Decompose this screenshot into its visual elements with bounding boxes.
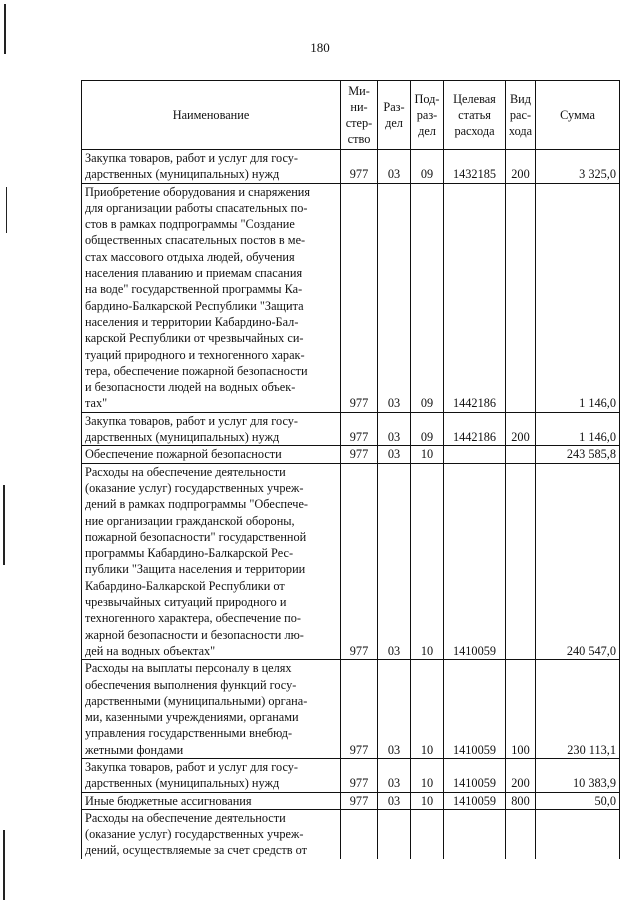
row-type: 100: [506, 660, 536, 759]
row-sum: 243 585,8: [536, 446, 620, 463]
row-target: 1410059: [444, 660, 506, 759]
table-header-row: [82, 81, 620, 150]
row-section: 03: [378, 150, 411, 184]
row-section: 03: [378, 758, 411, 792]
table-row: [82, 809, 620, 858]
row-subsection: 09: [411, 183, 444, 412]
row-sum: [536, 809, 620, 858]
row-subsection: 09: [411, 150, 444, 184]
row-section: 03: [378, 183, 411, 412]
row-subsection: 10: [411, 660, 444, 759]
row-name: Расходы на выплаты персоналу в целях обеспечения выполнения функций госу- дарственными (муниципальными) органа- ми, казенными учреждениями, органами управления государственными внебюд- жетными фондами: [82, 660, 341, 759]
row-name: Иные бюджетные ассигнования: [82, 792, 341, 809]
row-name: Расходы на обеспечение деятельности (оказание услуг) государственных учреж- дений в рамках подпрограммы "Обеспече- ние организации гражданской обороны, пожарной безопасности" государственной программы Кабардино-Балкарской Рес- публики "Защита населения и территории Кабардино-Балкарской Республики от чрезвычайных ситуаций природного и техногенного характера, обеспечение по- жарной безопасности и безопасности лю- дей на водных объектах": [82, 463, 341, 660]
row-ministry: 977: [341, 758, 378, 792]
row-ministry: 977: [341, 463, 378, 660]
row-name: Обеспечение пожарной безопасности: [82, 446, 341, 463]
row-target: [444, 809, 506, 858]
table-row: [82, 758, 620, 792]
table-row: [82, 463, 620, 660]
table-row: [82, 660, 620, 759]
row-target: [444, 446, 506, 463]
row-type: 200: [506, 412, 536, 446]
table-row: [82, 792, 620, 809]
row-type: [506, 446, 536, 463]
row-ministry: 977: [341, 446, 378, 463]
row-sum: 50,0: [536, 792, 620, 809]
row-name: Закупка товаров, работ и услуг для госу- дарственных (муниципальных) нужд: [82, 150, 341, 184]
table-row: [82, 412, 620, 446]
header-sum: Сумма: [536, 81, 620, 150]
row-subsection: [411, 809, 444, 858]
header-name: Наименование: [82, 81, 341, 150]
page-number: 180: [310, 40, 330, 55]
row-sum: 1 146,0: [536, 183, 620, 412]
row-name: Приобретение оборудования и снаряжения для организации работы спасательных по- стов в рамках подпрограммы "Создание общественных спасательных постов в ме- стах массового отдыха людей, обучения населения плаванию и приемам спасания на воде" государственной программы Ка- бардино-Балкарской Республики "Защита населения и территории Кабардино-Бал- карской Республики от чрезвычайных си- туаций природного и техногенного харак- тера, обеспечение пожарной безопасности и безопасности людей на водных объек- тах": [82, 183, 341, 412]
row-section: 03: [378, 446, 411, 463]
header-type: Вид рас- хода: [506, 81, 536, 150]
table-row: [82, 183, 620, 412]
row-type: [506, 463, 536, 660]
row-target: 1432185: [444, 150, 506, 184]
row-subsection: 10: [411, 792, 444, 809]
scan-edge-mark-middle: [6, 187, 7, 233]
row-ministry: 977: [341, 792, 378, 809]
row-subsection: 10: [411, 446, 444, 463]
row-name: Закупка товаров, работ и услуг для госу- дарственных (муниципальных) нужд: [82, 412, 341, 446]
row-ministry: 977: [341, 412, 378, 446]
row-sum: 3 325,0: [536, 150, 620, 184]
row-target: 1442186: [444, 412, 506, 446]
row-target: 1410059: [444, 463, 506, 660]
row-target: 1442186: [444, 183, 506, 412]
header-ministry: Ми- ни- стер- ство: [341, 81, 378, 150]
row-type: [506, 183, 536, 412]
row-type: 200: [506, 150, 536, 184]
row-ministry: 977: [341, 150, 378, 184]
row-section: 03: [378, 412, 411, 446]
scan-edge-mark-bottom: [3, 830, 5, 900]
row-sum: 1 146,0: [536, 412, 620, 446]
row-sum: 240 547,0: [536, 463, 620, 660]
header-target: Целевая статья расхода: [444, 81, 506, 150]
row-type: 800: [506, 792, 536, 809]
header-section: Раз- дел: [378, 81, 411, 150]
header-subsection: Под- раз- дел: [411, 81, 444, 150]
row-ministry: 977: [341, 183, 378, 412]
table-row: [82, 150, 620, 184]
row-sum: 230 113,1: [536, 660, 620, 759]
budget-table: [81, 80, 620, 859]
row-name: Расходы на обеспечение деятельности (оказание услуг) государственных учреж- дений, осуществляемые за счет средств от: [82, 809, 341, 858]
row-subsection: 10: [411, 758, 444, 792]
row-type: 200: [506, 758, 536, 792]
row-section: 03: [378, 463, 411, 660]
scan-edge-mark-lower: [3, 485, 5, 565]
row-target: 1410059: [444, 758, 506, 792]
row-target: 1410059: [444, 792, 506, 809]
row-type: [506, 809, 536, 858]
row-section: [378, 809, 411, 858]
row-subsection: 09: [411, 412, 444, 446]
row-ministry: [341, 809, 378, 858]
row-sum: 10 383,9: [536, 758, 620, 792]
row-subsection: 10: [411, 463, 444, 660]
table-row: [82, 446, 620, 463]
row-name: Закупка товаров, работ и услуг для госу- дарственных (муниципальных) нужд: [82, 758, 341, 792]
row-section: 03: [378, 792, 411, 809]
row-section: 03: [378, 660, 411, 759]
row-ministry: 977: [341, 660, 378, 759]
